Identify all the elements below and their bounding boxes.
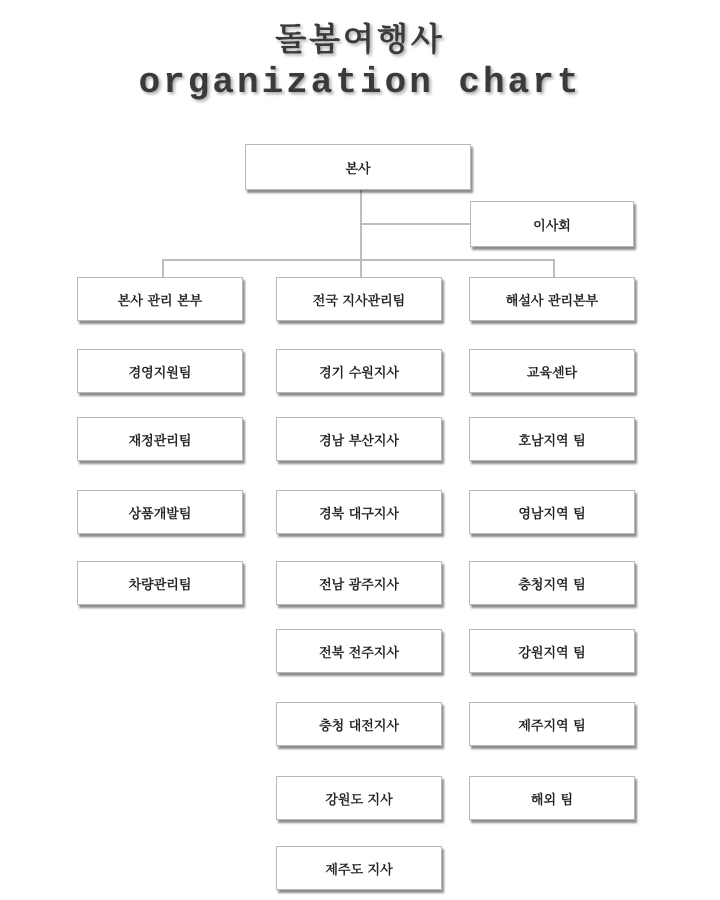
division-management-box: 본사 관리 본부 <box>77 277 243 321</box>
guide-team-box: 호남지역 팀 <box>469 417 635 461</box>
connector-line <box>162 259 164 278</box>
branch-box: 제주도 지사 <box>276 846 442 890</box>
guide-team-box: 제주지역 팀 <box>469 702 635 746</box>
guide-team-box: 강원지역 팀 <box>469 629 635 673</box>
chart-title-korean: 돌봄여행사 <box>275 20 445 58</box>
connector-line <box>360 190 362 260</box>
connector-line <box>360 259 362 278</box>
team-box: 경영지원팀 <box>77 349 243 393</box>
branch-box: 경기 수원지사 <box>276 349 442 393</box>
guide-team-box: 충청지역 팀 <box>469 561 635 605</box>
team-box: 상품개발팀 <box>77 490 243 534</box>
branch-box: 강원도 지사 <box>276 776 442 820</box>
division-guide-box: 해설사 관리본부 <box>469 277 635 321</box>
connector-line <box>360 223 470 225</box>
branch-box: 전남 광주지사 <box>276 561 442 605</box>
guide-team-box: 해외 팀 <box>469 776 635 820</box>
head-office-box: 본사 <box>245 144 471 190</box>
chart-title-english: organization chart <box>138 62 582 103</box>
division-branch-box: 전국 지사관리팀 <box>276 277 442 321</box>
guide-team-box: 교육센타 <box>469 349 635 393</box>
branch-box: 경남 부산지사 <box>276 417 442 461</box>
branch-box: 전북 전주지사 <box>276 629 442 673</box>
branch-box: 경북 대구지사 <box>276 490 442 534</box>
team-box: 차량관리팀 <box>77 561 243 605</box>
connector-line <box>553 259 555 278</box>
team-box: 재정관리팀 <box>77 417 243 461</box>
connector-line <box>162 259 555 261</box>
guide-team-box: 영남지역 팀 <box>469 490 635 534</box>
board-box: 이사회 <box>470 201 634 247</box>
branch-box: 충청 대전지사 <box>276 702 442 746</box>
